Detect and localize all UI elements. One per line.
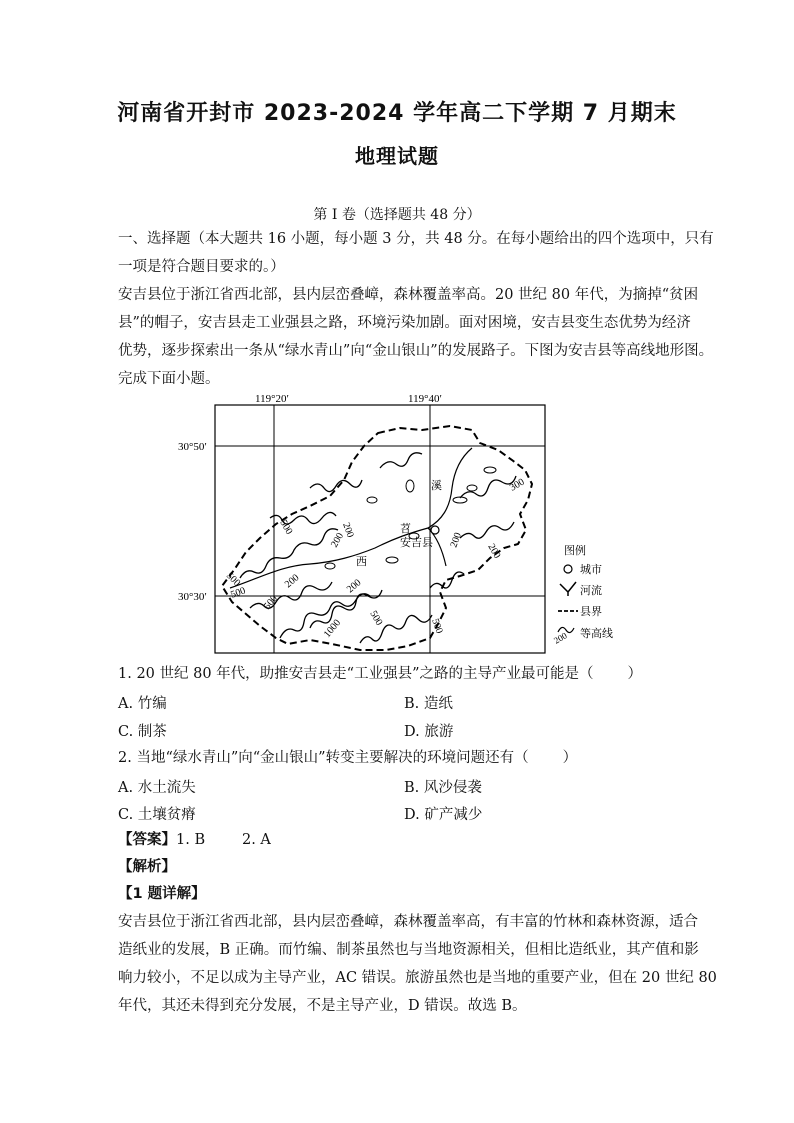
city-label: 安吉县: [400, 537, 433, 549]
contour-ring: [367, 497, 377, 503]
contour-label: 200: [344, 577, 364, 596]
legend-label: 县界: [580, 606, 602, 618]
contour-line: [240, 529, 338, 578]
contour-line: [430, 572, 464, 588]
contour-label: 200: [485, 542, 503, 561]
lon-label: 119°20′: [255, 393, 289, 405]
contour-label: 1000: [321, 617, 344, 640]
question-2-option-c[interactable]: C. 土壤贫瘠: [118, 807, 196, 823]
contour-label: 500: [277, 518, 295, 537]
passage-line: 完成下面小题。: [118, 371, 220, 387]
q1-detail-line: 造纸业的发展，B 正确。而竹编、制茶虽然也与当地资源相关，但相比造纸业，其产值和影: [118, 942, 699, 958]
question-1-stem: 1. 20 世纪 80 年代，助推安吉县走“工业强县”之路的主导产业最可能是（ ）: [118, 666, 642, 682]
river-line: [230, 448, 472, 591]
q1-detail-line: 安吉县位于浙江省西北部，县内层峦叠嶂，森林覆盖率高，有丰富的竹林和森林资源，适合: [118, 914, 698, 930]
river-label: 苕: [400, 523, 411, 535]
question-2-option-d[interactable]: D. 矿产减少: [404, 807, 483, 823]
document-subtitle: 地理试题: [355, 144, 439, 168]
contour-line: [310, 480, 362, 492]
region-label: 西: [356, 556, 367, 568]
legend-title: 图例: [564, 545, 586, 557]
contour-ring: [325, 563, 335, 569]
contour-line: [460, 522, 514, 538]
contour-label: 200: [282, 572, 302, 591]
question-1-option-d[interactable]: D. 旅游: [404, 724, 454, 740]
contour-label: 500: [229, 585, 248, 601]
contour-label: 500: [223, 570, 243, 589]
contour-label: 200: [329, 531, 347, 550]
passage-line: 优势，逐步探索出一条从“绿水青山”向“金山银山”的发展路子。下图为安吉县等高线地形图。: [118, 343, 714, 359]
question-1-option-a[interactable]: A. 竹编: [118, 696, 167, 712]
lon-label: 119°40′: [408, 393, 442, 405]
contour-ring: [406, 480, 414, 492]
passage-line: 县”的帽子，安吉县走工业强县之路，环境污染加剧。面对困境，安吉县变生态优势为经济: [118, 315, 691, 331]
contour-line: [460, 476, 516, 498]
legend-label: 城市: [580, 564, 602, 576]
document-title: 河南省开封市 2023-2024 学年高二下学期 7 月期末: [117, 101, 677, 126]
legend-label: 河流: [580, 585, 602, 597]
river-label: 溪: [431, 480, 442, 492]
contour-label: 500: [261, 593, 280, 612]
lat-label: 30°50′: [178, 441, 207, 453]
lat-label: 30°30′: [178, 591, 207, 603]
city-marker: [431, 526, 439, 534]
answer-line: [118, 830, 688, 850]
contour-label: 200: [448, 531, 464, 550]
section-header: 第 I 卷（选择题共 48 分）: [313, 207, 481, 223]
question-2-stem: 2. 当地“绿水青山”向“金山银山”转变主要解决的环境问题还有（ ）: [118, 750, 578, 766]
question-1-option-c[interactable]: C. 制茶: [118, 724, 167, 740]
question-2-option-b[interactable]: B. 风沙侵袭: [404, 780, 482, 796]
contour-label: 500: [429, 617, 445, 636]
map-legend: [552, 543, 613, 646]
legend-city-icon: [564, 565, 572, 573]
q1-detail-line: 年代，其还未得到充分发展，不是主导产业，D 错误。故选 B。: [118, 998, 527, 1014]
q1-detail-line: 响力较小，不足以成为主导产业，AC 错误。旅游虽然也是当地的重要产业，但在 20 世纪 80: [118, 970, 717, 986]
instructions-line: 一、选择题（本大题共 16 小题，每小题 3 分，共 48 分。在每小题给出的四个选项中，只有: [118, 231, 714, 247]
legend-river-icon: [560, 582, 576, 596]
analysis-label: 【解析】: [118, 859, 176, 875]
q1-detail-label: 【1 题详解】: [118, 886, 206, 902]
contour-ring: [386, 557, 398, 563]
contour-label: 500: [367, 609, 385, 628]
legend-label: 等高线: [580, 628, 613, 640]
contour-map: [160, 388, 630, 660]
contour-label: 300: [508, 476, 527, 494]
instructions-line: 一项是符合题目要求的。）: [118, 259, 285, 275]
contour-line: [380, 453, 422, 468]
answer-text: 1. B 2. A: [176, 832, 271, 848]
contour-ring: [467, 485, 477, 491]
question-1-option-b[interactable]: B. 造纸: [404, 696, 453, 712]
legend-contour-value: 200: [552, 630, 569, 646]
contour-label: 200: [340, 521, 356, 540]
answer-label: 【答案】: [118, 832, 176, 848]
contour-ring: [484, 467, 496, 473]
question-2-option-a[interactable]: A. 水土流失: [118, 780, 196, 796]
passage-line: 安吉县位于浙江省西北部，县内层峦叠嶂，森林覆盖率高。20 世纪 80 年代，为摘掉“贫困: [118, 287, 699, 303]
